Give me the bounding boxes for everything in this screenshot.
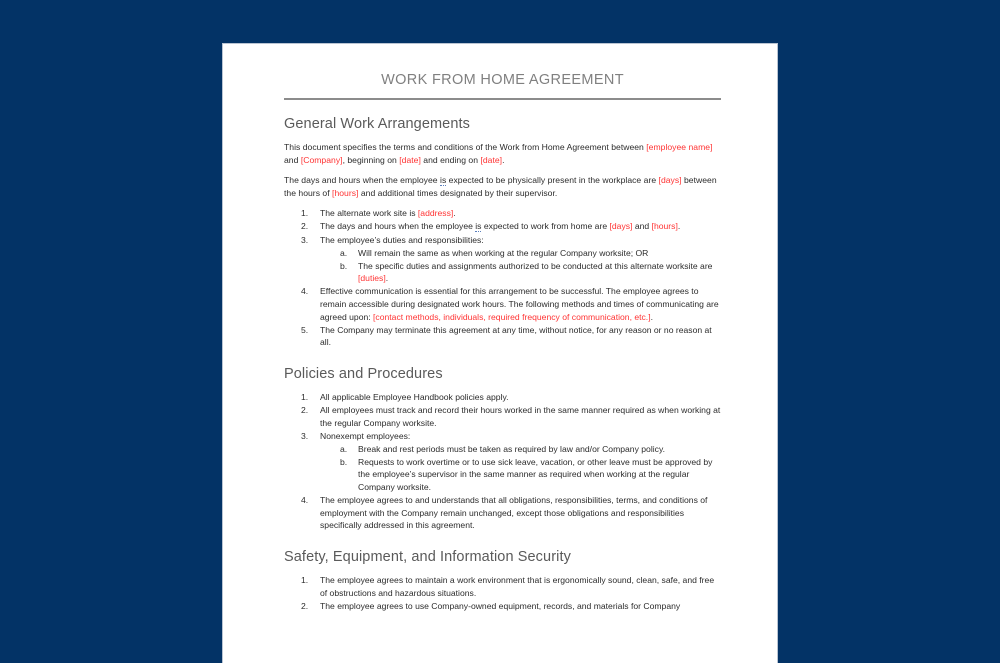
- section-heading: Safety, Equipment, and Information Security: [284, 548, 571, 565]
- text-run: and: [284, 154, 301, 165]
- text-run: Nonexempt employees:: [320, 430, 411, 441]
- list-marker: 3.: [301, 234, 309, 245]
- text-run: Requests to work overtime or to use sick leave, vacation, or other leave must be approved by the employee’s supervisor in the same manner as required when working at the regular Company worksite.: [358, 456, 713, 493]
- placeholder-field: [address]: [417, 208, 454, 219]
- text-run: The employee agrees to maintain a work environment that is ergonomically sound, clean, safe, and free of obstructions and hazardous situations.: [320, 574, 715, 598]
- list-item: [284, 234, 721, 285]
- list-item: [284, 285, 721, 323]
- ordered-list: [284, 391, 721, 532]
- list-item-text: [320, 391, 721, 404]
- text-run: and additional times designated by their supervisor.: [358, 187, 558, 198]
- list-marker: 3.: [301, 430, 309, 441]
- list-marker: 1.: [301, 391, 309, 402]
- sublist-marker: a.: [340, 443, 348, 454]
- text-run: This document specifies the terms and conditions of the Work from Home Agreement between: [284, 142, 647, 152]
- text-run: The employee agrees to use Company-owned equipment, records, and materials for Company: [320, 600, 681, 611]
- text-run: .: [453, 208, 456, 219]
- text-run: Effective communication is essential for this arrangement to be successful. The employee agrees to remain accessible during designated work hours. The following methods and times of communicating are agreed upon:: [320, 286, 719, 322]
- placeholder-field: [date]: [480, 154, 503, 165]
- text-run: Will remain the same as when working at the regular Company worksite; OR: [358, 247, 649, 258]
- placeholder-field: [date]: [399, 154, 421, 165]
- paragraph: [284, 141, 721, 166]
- document-section: [284, 116, 721, 349]
- sublist-item: [320, 456, 721, 494]
- list-item: [284, 404, 721, 429]
- placeholder-field: [hours]: [651, 221, 678, 232]
- text-run: The days and hours when the employee: [320, 221, 476, 232]
- title-divider: [284, 98, 721, 100]
- list-item: [284, 220, 721, 233]
- ordered-list: [284, 207, 721, 349]
- list-marker: 4.: [301, 286, 309, 297]
- document-page: [222, 43, 778, 663]
- placeholder-field: [hours]: [332, 187, 359, 198]
- placeholder-field: [employee name]: [646, 142, 713, 152]
- text-run: The specific duties and assignments authorized to be conducted at this alternate worksite are: [358, 260, 713, 271]
- sublist-item: [320, 260, 721, 285]
- list-item-text: [320, 574, 721, 599]
- text-run: The alternate work site is: [320, 208, 418, 219]
- grammar-flagged-word: is: [440, 175, 447, 186]
- list-marker: 2.: [301, 405, 309, 415]
- document-section: [284, 549, 721, 612]
- placeholder-field: [days]: [609, 221, 633, 232]
- list-marker: 4.: [301, 495, 309, 506]
- page-title: WORK FROM HOME AGREEMENT: [381, 72, 624, 88]
- list-marker: 1.: [301, 208, 309, 219]
- list-item-text: [320, 285, 721, 323]
- text-run: The Company may terminate this agreement at any time, without notice, for any reason or no reason at all.: [320, 324, 712, 348]
- list-item: [284, 324, 721, 349]
- paragraph: [284, 174, 721, 199]
- text-run: .: [502, 154, 505, 165]
- text-run: .: [677, 221, 681, 232]
- list-marker: 2.: [301, 600, 309, 611]
- ordered-list: [284, 574, 721, 612]
- ordered-sublist: [320, 443, 721, 494]
- text-run: between the hours of: [284, 175, 717, 198]
- list-item-text: [320, 404, 721, 429]
- sublist-item-text: [358, 260, 721, 285]
- text-run: expected to be physically present in the workplace are: [446, 175, 659, 186]
- list-marker: 1.: [301, 574, 309, 585]
- list-marker: 2.: [301, 221, 309, 232]
- list-item-text: [320, 234, 721, 247]
- ordered-sublist: [320, 247, 721, 285]
- list-marker: 5.: [301, 324, 309, 335]
- text-run: The days and hours when the employee: [284, 175, 441, 186]
- placeholder-field: [Company]: [300, 154, 343, 165]
- text-run: All employees must track and record their hours worked in the same manner required as when working at the regular Company worksite.: [320, 405, 721, 428]
- document-section: [284, 366, 721, 532]
- list-item: [284, 494, 721, 532]
- list-item: [284, 391, 721, 404]
- text-run: Break and rest periods must be taken as required by law and/or Company policy.: [358, 443, 665, 454]
- text-run: and ending on: [420, 154, 481, 165]
- text-run: .: [650, 311, 653, 322]
- section-heading: General Work Arrangements: [284, 116, 470, 132]
- document-body: [223, 44, 777, 612]
- text-run: , beginning on: [342, 154, 400, 165]
- text-run: The employee agrees to and understands that all obligations, responsibilities, terms, and conditions of employment with the Company remain unchanged, except those obligations and responsibilities specifically addressed in this agreement.: [320, 495, 708, 531]
- grammar-flagged-word: is: [475, 221, 482, 232]
- list-item: [284, 574, 721, 599]
- placeholder-field: [duties]: [358, 273, 386, 284]
- sublist-marker: b.: [340, 456, 348, 467]
- text-run: and: [632, 221, 652, 232]
- list-item-text: [320, 207, 721, 220]
- sublist-item: [320, 247, 721, 260]
- sublist-marker: b.: [340, 260, 348, 271]
- text-run: .: [385, 273, 389, 284]
- list-item-text: [320, 324, 721, 349]
- sublist-item-text: [358, 247, 721, 260]
- list-item: [284, 600, 721, 613]
- sublist-item-text: [358, 456, 721, 494]
- text-run: All applicable Employee Handbook policies apply.: [320, 391, 509, 402]
- text-run: expected to work from home are: [481, 221, 610, 232]
- list-item-text: [320, 220, 721, 233]
- text-run: The employee’s duties and responsibilities:: [320, 234, 484, 245]
- list-item-text: [320, 494, 721, 532]
- list-item: [284, 430, 721, 494]
- sublist-item: [320, 443, 721, 456]
- list-item: [284, 207, 721, 220]
- sublist-item-text: [358, 443, 721, 456]
- section-heading: Policies and Procedures: [284, 365, 443, 382]
- placeholder-field: [contact methods, individuals, required frequency of communication, etc.]: [373, 311, 651, 322]
- placeholder-field: [days]: [658, 175, 682, 186]
- sections-container: [284, 116, 721, 612]
- sublist-marker: a.: [340, 247, 348, 258]
- list-item-text: [320, 600, 721, 613]
- list-item-text: [320, 430, 721, 443]
